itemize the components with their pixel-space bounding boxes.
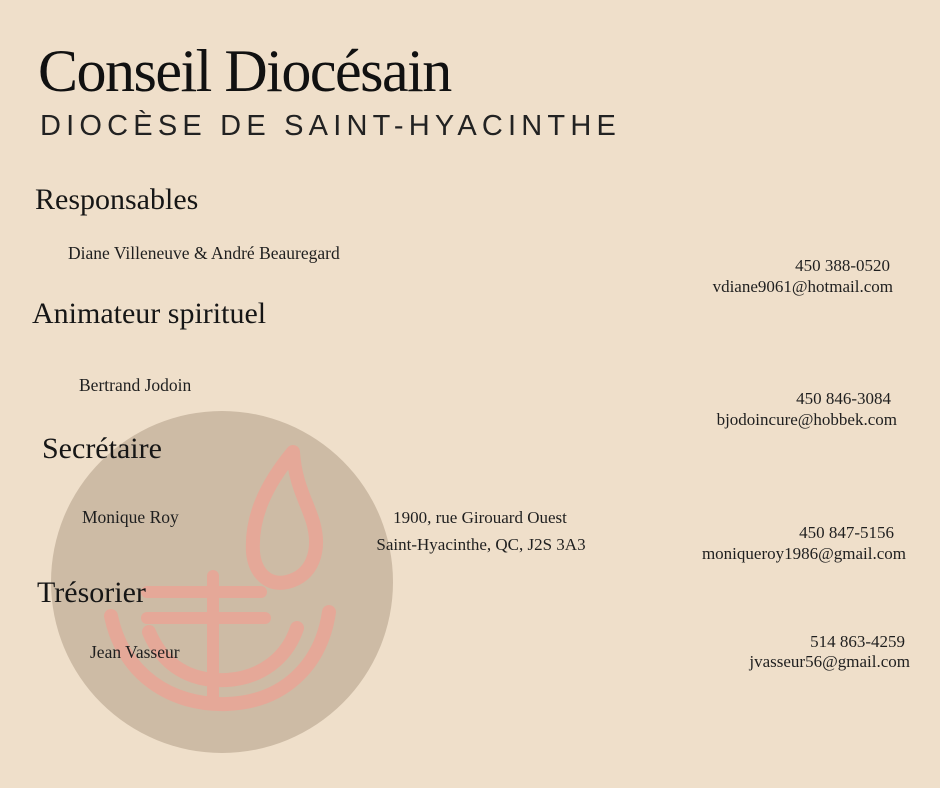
page-subtitle: DIOCÈSE DE SAINT-HYACINTHE: [40, 110, 622, 142]
member-phone: 450 847-5156: [799, 523, 894, 542]
member-name: Jean Vasseur: [90, 642, 180, 662]
member-name: Diane Villeneuve & André Beauregard: [68, 243, 340, 263]
member-email: bjodoincure@hobbek.com: [716, 410, 897, 429]
member-email: jvasseur56@gmail.com: [749, 652, 910, 671]
section-heading-responsables: Responsables: [35, 183, 199, 216]
member-phone: 450 846-3084: [796, 389, 891, 408]
member-email: vdiane9061@hotmail.com: [712, 277, 893, 296]
member-name: Bertrand Jodoin: [79, 375, 192, 395]
page-title: Conseil Diocésain: [38, 38, 451, 104]
member-phone: 450 388-0520: [795, 256, 890, 275]
address-line-1: 1900, rue Girouard Ouest: [393, 508, 567, 527]
member-phone: 514 863-4259: [810, 632, 905, 651]
section-heading-tresorier: Trésorier: [37, 576, 146, 609]
member-email: moniqueroy1986@gmail.com: [701, 544, 906, 563]
member-name: Monique Roy: [82, 507, 179, 527]
section-heading-animateur: Animateur spirituel: [32, 297, 267, 330]
address-line-2: Saint-Hyacinthe, QC, J2S 3A3: [376, 535, 586, 554]
section-heading-secretaire: Secrétaire: [42, 432, 162, 465]
